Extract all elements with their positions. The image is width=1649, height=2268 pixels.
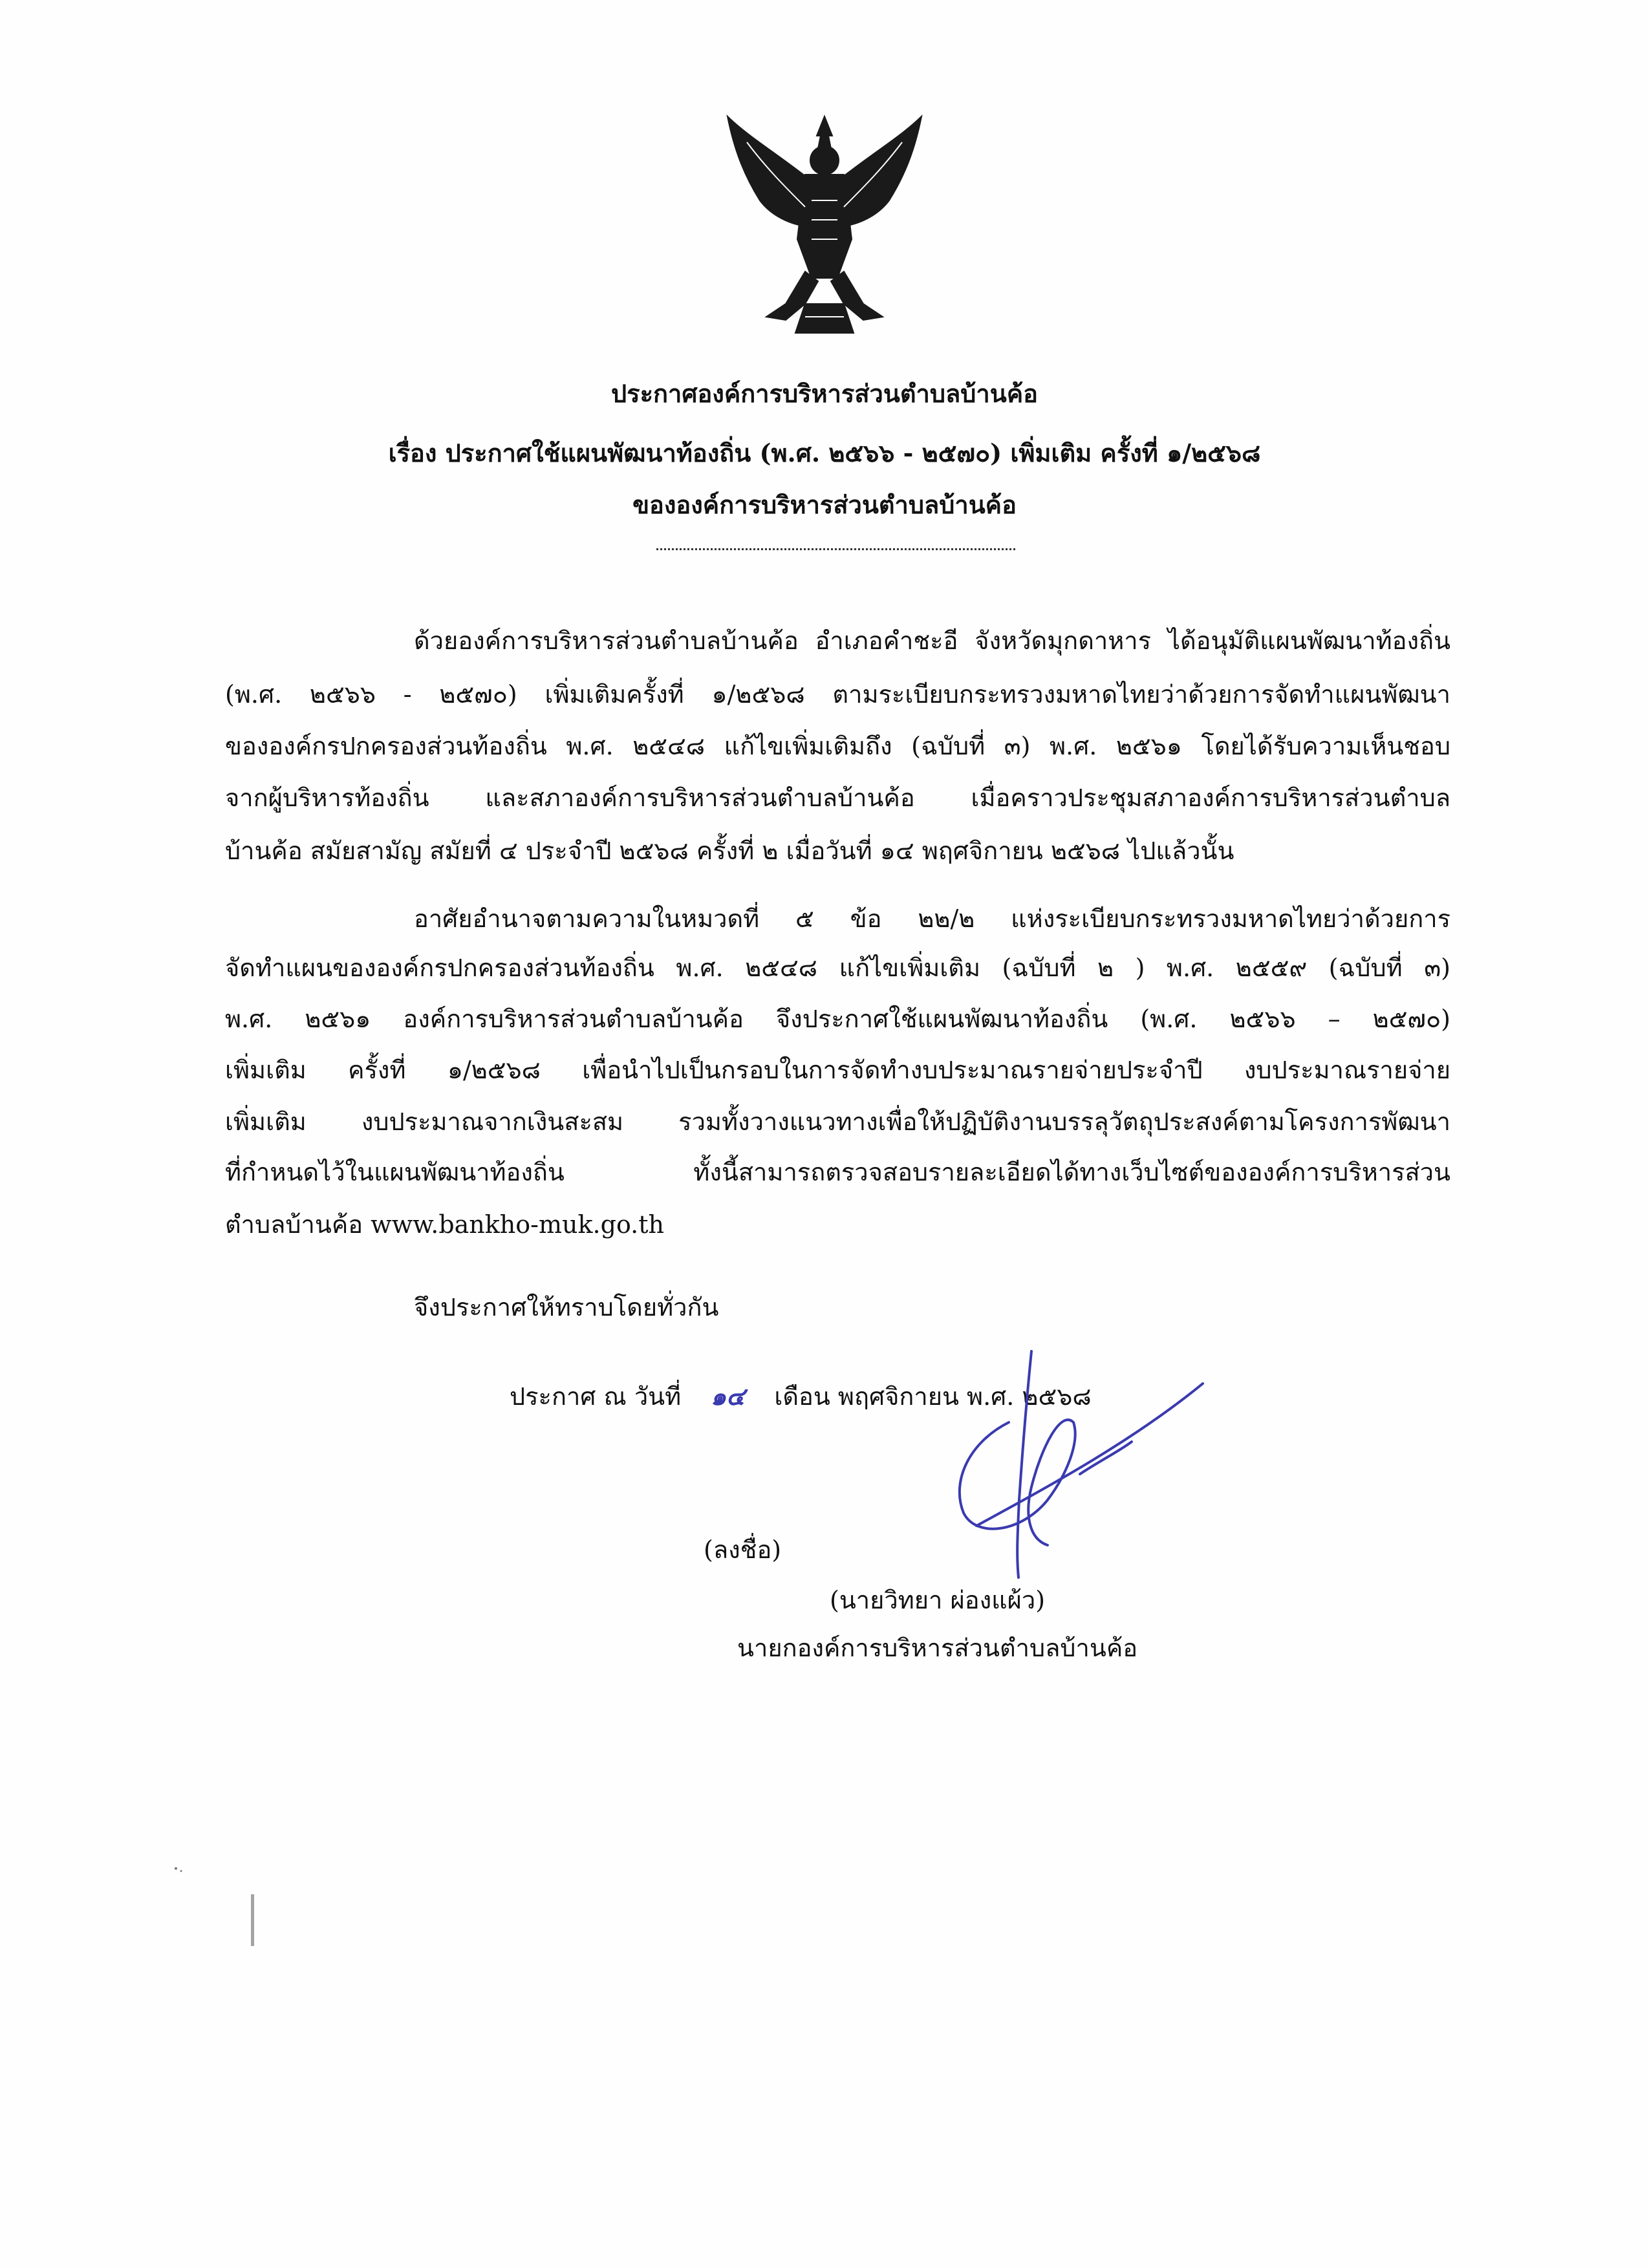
website-line: ตำบลบ้านค้อ www.bankho-muk.go.th [225,1210,664,1239]
paragraph2-line: เพิ่มเติม งบประมาณจากเงินสะสม รวมทั้งวางแนวทางเพื่อให้ปฏิบัติงานบรรลุวัตถุประสงค์ตามโครงการพัฒนา [225,1107,1450,1136]
signer-name: (นายวิทยา ผ่องแผ้ว) [830,1586,1046,1614]
announcement-issuer: ขององค์การบริหารส่วนตำบลบ้านค้อ [632,490,1017,519]
paragraph2-line: เพิ่มเติม ครั้งที่ ๑/๒๕๖๘ เพื่อนำไปเป็นกรอบในการจัดทำงบประมาณรายจ่ายประจำปี งบประมาณรายจ่าย [225,1056,1450,1084]
date-month-year: เดือน พฤศจิกายน พ.ศ. ๒๕๖๘ [774,1382,1092,1411]
paragraph2-line: จัดทำแผนขององค์กรปกครองส่วนท้องถิ่น พ.ศ. ๒๕๔๘ แก้ไขเพิ่มเติม (ฉบับที่ ๒ ) พ.ศ. ๒๕๕๙ (ฉบับที่ ๓) [225,954,1450,982]
dotted-divider [656,548,1015,550]
sign-label: (ลงชื่อ) [704,1535,782,1564]
announcement-title: ประกาศองค์การบริหารส่วนตำบลบ้านค้อ [611,379,1038,408]
paragraph1-line: จากผู้บริหารท้องถิ่น และสภาองค์การบริหารส่วนตำบลบ้านค้อ เมื่อคราวประชุมสภาองค์การบริหารส่วนตำบล [225,784,1450,812]
paragraph1-line: (พ.ศ. ๒๕๖๖ - ๒๕๗๐) เพิ่มเติมครั้งที่ ๑/๒๕๖๘ ตามระเบียบกระทรวงมหาดไทยว่าด้วยการจัดทำแผนพัฒนา [225,680,1450,709]
paragraph2-line: อาศัยอำนาจตามความในหมวดที่ ๕ ข้อ ๒๒/๒ แห่งระเบียบกระทรวงมหาดไทยว่าด้วยการ [414,904,1450,933]
paragraph1-line: บ้านค้อ สมัยสามัญ สมัยที่ ๔ ประจำปี ๒๕๖๘ ครั้งที่ ๒ เมื่อวันที่ ๑๔ พฤศจิกายน ๒๕๖๘ ไปแล้วนั้น [225,837,1234,865]
paragraph2-line: พ.ศ. ๒๕๖๑ องค์การบริหารส่วนตำบลบ้านค้อ จึงประกาศใช้แผนพัฒนาท้องถิ่น (พ.ศ. ๒๕๖๖ – ๒๕๗๐) [225,1005,1450,1033]
announcement-subject: เรื่อง ประกาศใช้แผนพัฒนาท้องถิ่น (พ.ศ. ๒๕๖๖ - ๒๕๗๐) เพิ่มเติม ครั้งที่ ๑/๒๕๖๘ [388,438,1261,467]
paragraph1-line: ขององค์กรปกครองส่วนท้องถิ่น พ.ศ. ๒๕๔๘ แก้ไขเพิ่มเติมถึง (ฉบับที่ ๓) พ.ศ. ๒๕๖๑ โดยได้รับความเห็นชอบ [225,732,1450,760]
announce-text: จึงประกาศให้ทราบโดยทั่วกัน [414,1293,719,1321]
scan-speck-marks [169,1862,208,1940]
signer-title: นายกองค์การบริหารส่วนตำบลบ้านค้อ [737,1634,1138,1662]
paragraph1-line: ด้วยองค์การบริหารส่วนตำบลบ้านค้อ อำเภอคำชะอี จังหวัดมุกดาหาร ได้อนุมัติแผนพัฒนาท้องถิ่น [414,626,1450,655]
scan-mark [251,1894,254,1946]
paragraph2-line: ที่กำหนดไว้ในแผนพัฒนาท้องถิ่น ทั้งนี้สามารถตรวจสอบรายละเอียดได้ทางเว็บไซต์ขององค์การบริหารส่วน [225,1158,1450,1186]
handwritten-day: ๑๔ [710,1382,745,1411]
date-prefix: ประกาศ ณ วันที่ [510,1382,682,1411]
handwritten-signature-icon [886,1345,1209,1616]
garuda-emblem-icon [708,110,941,343]
